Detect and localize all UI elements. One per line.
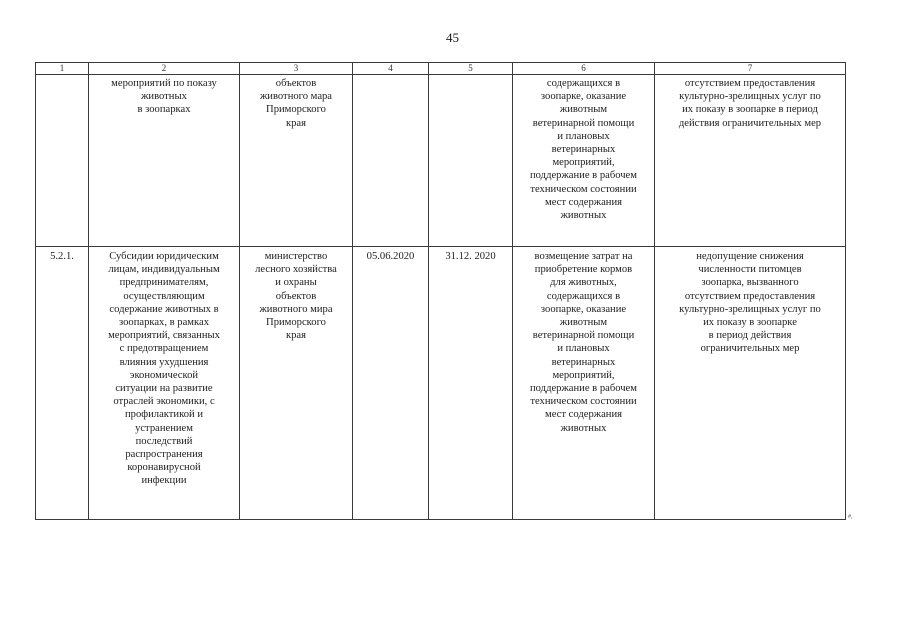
end-date-cell	[429, 247, 513, 520]
table-row	[36, 75, 846, 247]
result-cell	[513, 75, 655, 247]
executor-cell	[240, 247, 353, 520]
column-number-row	[36, 63, 846, 75]
effect-text: отсутствием предоставления культурно-зрелищных услуг по их показу в зоопарке в период действия ограничительных мер	[678, 78, 822, 129]
measures-table	[35, 62, 846, 520]
measure-text: мероприятий по показу животных в зоопарках	[111, 78, 217, 116]
executor-text: объектов животного мара Приморского края	[259, 78, 333, 129]
executor-cell	[240, 75, 353, 247]
column-number: 4	[353, 63, 429, 75]
row-number: 5.2.1.	[50, 251, 74, 262]
corner-mark: #,	[848, 514, 853, 520]
end-date-cell	[429, 75, 513, 247]
measure-cell	[89, 75, 240, 247]
start-date: 05.06.2020	[366, 251, 415, 262]
effect-text: недопущение снижения численности питомцев зоопарка, вызванного отсутствием предоставления культурно-зрелищных услуг по их показу в зоопарке в период действия ограничительных мер	[679, 251, 821, 355]
effect-cell	[655, 75, 846, 247]
start-date-cell	[353, 75, 429, 247]
row-number-cell	[36, 247, 89, 520]
result-text: возмещение затрат на приобретение кормов для животных, содержащихся в зоопарке, оказание животным ветеринарной помощи и плановых ветеринарных мероприятий, поддержание в рабочем техническом состоянии мест содержания животных	[530, 251, 637, 434]
result-text: содержащихся в зоопарке, оказание животным ветеринарной помощи и плановых ветеринарных мероприятий, поддержание в рабочем техническом состоянии мест содержания животных	[530, 78, 637, 222]
column-number: 2	[89, 63, 240, 75]
page-number: 45	[446, 30, 459, 45]
end-date: 31.12. 2020	[445, 251, 496, 262]
column-number: 1	[36, 63, 89, 75]
start-date-cell	[353, 247, 429, 520]
result-cell	[513, 247, 655, 520]
effect-cell	[655, 247, 846, 520]
column-number: 7	[655, 63, 846, 75]
column-number: 5	[429, 63, 513, 75]
executor-text: министерство лесного хозяйства и охраны объектов животного мира Приморского края	[255, 251, 337, 342]
column-number: 6	[513, 63, 655, 75]
measure-text: Субсидии юридическим лицам, индивидуальным предпринимателям, осуществляющим содержание животных в зоопарках, в рамках мероприятий, связанных с предотвращением влияния ухудшения экономической ситуации на развитие отраслей экономики, с профилактикой и устранением последствий распространения коронавирусной инфекции	[108, 251, 220, 487]
table-row	[36, 247, 846, 520]
measure-cell	[89, 247, 240, 520]
row-number-cell	[36, 75, 89, 247]
column-number: 3	[240, 63, 353, 75]
